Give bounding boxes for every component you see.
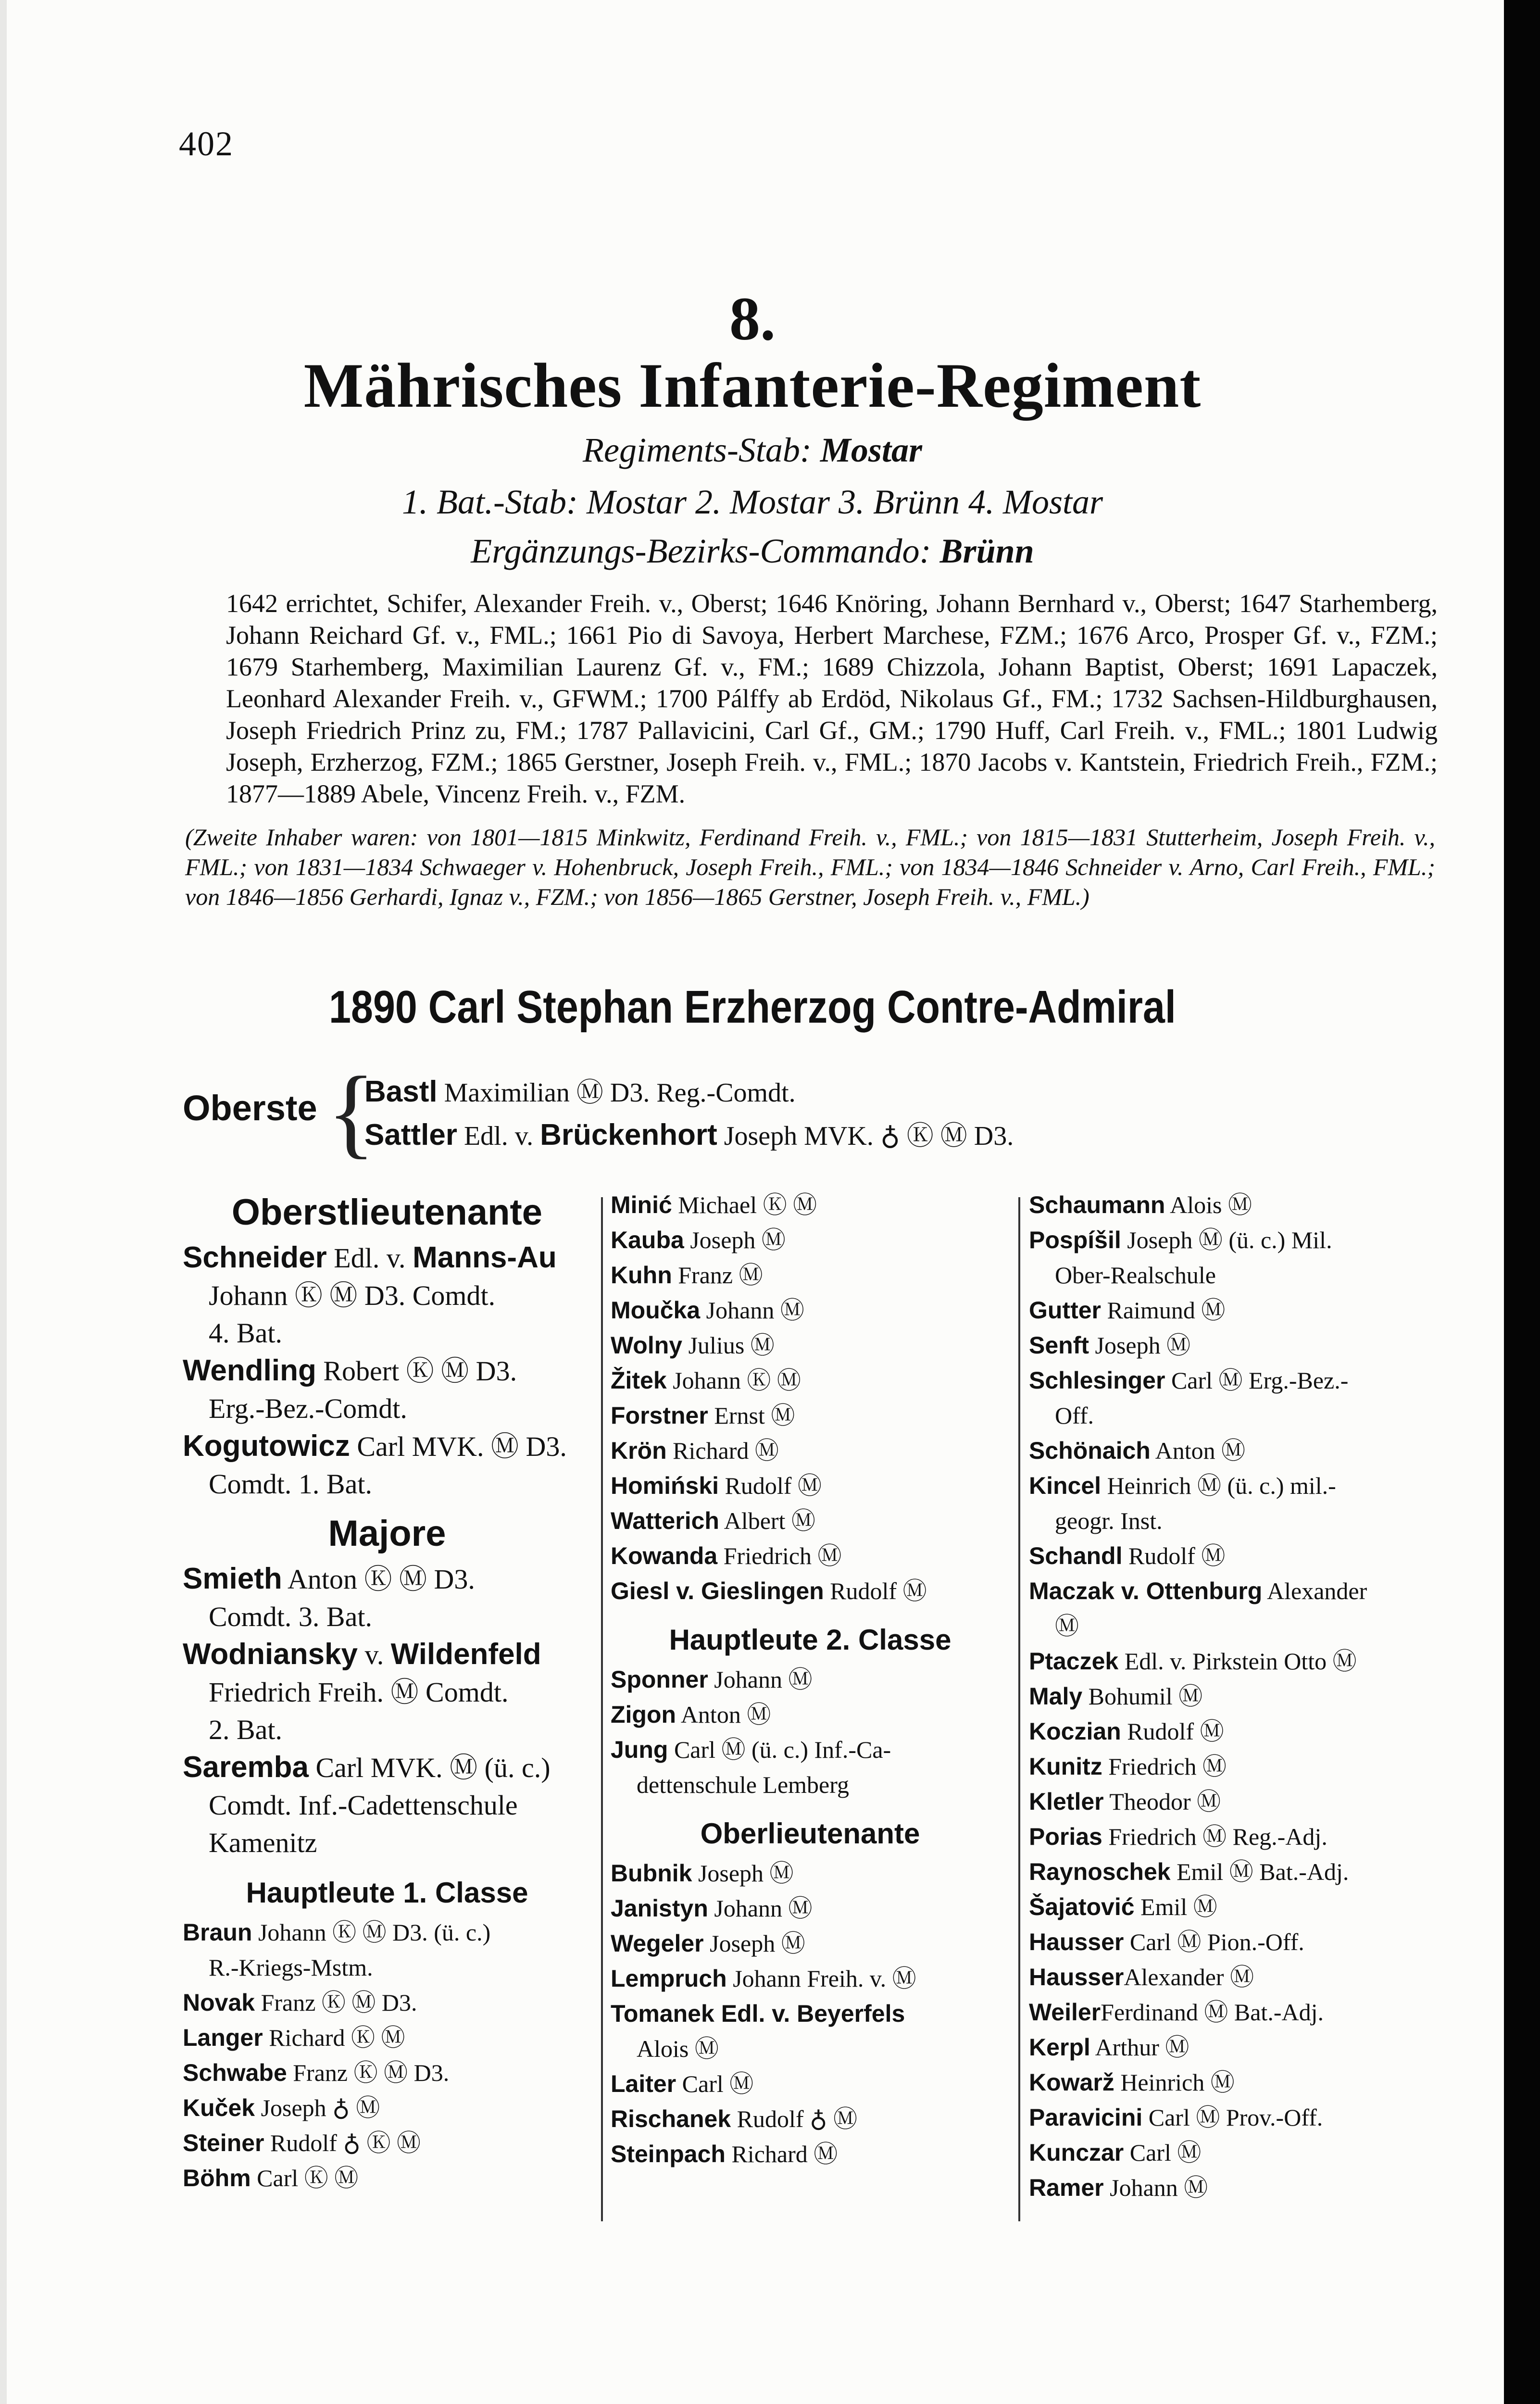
entry-rest: Maximilian Ⓜ D3. Reg.-Comdt.	[444, 1078, 796, 1108]
list-item	[183, 1787, 591, 1824]
list-item	[1029, 1468, 1481, 1503]
list-item	[1029, 2170, 1481, 2205]
entry-rest: R.-Kriegs-Mstm.	[209, 1954, 373, 1981]
list-oberstlieutenante	[183, 1239, 591, 1503]
entry-rest: Friedrich Ⓜ	[1108, 1753, 1227, 1780]
list-item	[183, 1824, 591, 1862]
second-owners: (Zweite Inhaber waren: von 1801—1815 Minkwitz, Ferdinand Freih. v., FML.; von 1815—1831 Stutterheim, Joseph Freih. v., FML.; von 1831—1834 Schwaeger v. Hohenbruck, Joseph Freih., FML.; von 1834—1846 Schneider v. Arno, Carl Freih., FML.; von 1846—1856 Gerhardi, Ignaz v., FZM.; von 1856—1865 Gerstner, Joseph Freih. v., FML.)	[185, 824, 1435, 910]
list-item	[183, 2091, 591, 2126]
list-item	[1029, 1574, 1481, 1609]
regiment-inhaber: 1890 Carl Stephan Erzherzog Contre-Admiral	[329, 981, 1176, 1033]
entry-rest: Franz Ⓚ Ⓜ D3.	[293, 2059, 450, 2086]
list-item	[183, 1315, 591, 1352]
entry-name: Wendling	[183, 1354, 316, 1387]
list-item	[611, 1293, 1010, 1328]
list-item	[611, 1856, 1010, 1891]
entry-name: Laiter	[611, 2070, 676, 2097]
list-item	[1029, 1609, 1481, 1644]
entry-name-2: Brückenhort	[540, 1118, 717, 1152]
entry-rest: Friedrich Ⓜ Reg.-Adj.	[1108, 1823, 1327, 1850]
list-item	[611, 1891, 1010, 1926]
entry-rest: Carl Ⓜ	[682, 2070, 754, 2097]
entry-name: Wegeler	[611, 1930, 704, 1957]
oberst-bastl	[364, 1071, 796, 1110]
column-2	[611, 1188, 1010, 2172]
entry-rest: Ⓜ	[1055, 1613, 1079, 1640]
list-item	[611, 1188, 1010, 1223]
entry-rest: Edl. v. Pirkstein Otto Ⓜ	[1124, 1648, 1357, 1675]
list-item	[1029, 1539, 1481, 1574]
list-item	[611, 1961, 1010, 1996]
entry-name: Braun	[183, 1919, 252, 1946]
entry-name: Žitek	[611, 1367, 667, 1394]
entry-name: Schlesinger	[1029, 1367, 1165, 1394]
list-item	[611, 1223, 1010, 1258]
entry-name: Bastl	[364, 1075, 438, 1108]
entry-name: Maczak v. Ottenburg	[1029, 1578, 1263, 1604]
entry-rest: Alois Ⓜ	[1170, 1191, 1252, 1218]
entry-rest: Rudolf ♁ Ⓚ Ⓜ	[270, 2129, 421, 2156]
entry-rest: Alexander	[1267, 1578, 1367, 1604]
list-item	[611, 1433, 1010, 1468]
list-item	[183, 2126, 591, 2161]
list-item	[1029, 1819, 1481, 1854]
entry-rest: v.	[364, 1639, 384, 1670]
list-item	[183, 1560, 591, 1598]
list-item	[183, 1915, 591, 1950]
list-item	[611, 1398, 1010, 1433]
entry-name: Kunitz	[1029, 1753, 1102, 1780]
entry-rest: Johann Freih. v. Ⓜ	[733, 1965, 916, 1992]
entry-rest: Kamenitz	[209, 1827, 317, 1858]
entry-name: Kletler	[1029, 1788, 1104, 1815]
regiment-history: 1642 errichtet, Schifer, Alexander Freih. v., Oberst; 1646 Knöring, Johann Bernhard v., Oberst; 1647 Starhemberg, Johann Reichard Gf. v., FML.; 1661 Pio di Savoya, Herbert Marchese, FZM.; 1676 Arco, Prosper Gf. v., FZM.; 1679 Starhemberg, Maximilian Laurenz Gf. v., FM.; 1689 Chizzola, Johann Baptist, Oberst; 1691 Lapaczek, Leonhard Alexander Freih. v., GFWM.; 1700 Pálffy ab Erdöd, Nikolaus Gf., FM.; 1732 Sachsen-Hildburghausen, Joseph Friedrich Prinz zu, FM.; 1787 Pallavicini, Carl Gf., GM.; 1790 Huff, Carl Freih. v., FML.; 1801 Ludwig Joseph, Erzherzog, FZM.; 1865 Gerstner, Joseph Freih. v., FML.; 1870 Jacobs v. Kantstein, Friedrich Freih., FZM.; 1877—1889 Abele, Vincenz Freih. v., FZM.	[226, 589, 1438, 808]
regiment-title: Mährisches Infanterie-Regiment	[303, 350, 1202, 421]
entry-name: Kowanda	[611, 1542, 718, 1569]
list-item	[1029, 1925, 1481, 1960]
list-item	[611, 2102, 1010, 2137]
entry-name: Kauba	[611, 1227, 684, 1253]
entry-rest: Joseph Ⓜ (ü. c.) Mil.	[1127, 1227, 1332, 1253]
column-divider	[601, 1197, 603, 2221]
heading-oberstlieutenante: Oberstlieutenante	[231, 1192, 543, 1233]
list-item	[611, 2031, 1010, 2066]
list-item	[183, 2020, 591, 2055]
entry-rest: Heinrich Ⓜ (ü. c.) mil.-	[1107, 1472, 1336, 1499]
list-majore	[183, 1560, 591, 1862]
entry-rest: Theodor Ⓜ	[1109, 1788, 1221, 1815]
entry-name: Paravicini	[1029, 2104, 1143, 2131]
list-item	[611, 1767, 1010, 1803]
entry-rest: Rudolf Ⓜ	[830, 1578, 927, 1604]
list-item	[183, 2055, 591, 2091]
stab-place: Mostar	[820, 431, 922, 469]
list-item	[611, 1328, 1010, 1363]
list-item	[1029, 1995, 1481, 2030]
list-item	[611, 1574, 1010, 1609]
entry-rest: 2. Bat.	[209, 1714, 283, 1745]
brace-icon: {	[327, 1056, 376, 1168]
entry-rest: Johann Ⓚ Ⓜ D3. Comdt.	[209, 1280, 496, 1311]
entry-rest: Joseph Ⓜ	[710, 1930, 805, 1957]
list-item	[1029, 1960, 1481, 1995]
entry-name: Kunczar	[1029, 2139, 1124, 2166]
entry-rest: Heinrich Ⓜ	[1120, 2069, 1235, 2096]
entry-name: Schönaich	[1029, 1437, 1151, 1464]
list-item	[1029, 1223, 1481, 1258]
entry-rest: Johann Ⓜ	[706, 1297, 804, 1324]
entry-rest: Joseph ♁ Ⓜ	[261, 2094, 380, 2121]
column-divider	[1018, 1197, 1020, 2221]
list-item	[1029, 1503, 1481, 1539]
entry-name: Schwabe	[183, 2059, 287, 2086]
entry-name: Gutter	[1029, 1297, 1101, 1324]
page-number: 402	[179, 125, 234, 163]
entry-rest: Joseph Ⓜ	[690, 1227, 786, 1253]
list-item	[1029, 1679, 1481, 1714]
list-item	[611, 1732, 1010, 1767]
entry-name: Bubnik	[611, 1860, 692, 1887]
list-hauptleute-2	[611, 1662, 1010, 1803]
list-item	[183, 1636, 591, 1674]
entry-rest: Carl Ⓜ Prov.-Off.	[1148, 2104, 1323, 2131]
entry-rest: Ernst Ⓜ	[714, 1402, 795, 1429]
entry-rest: Erg.-Bez.-Comdt.	[209, 1393, 407, 1424]
list-item	[1029, 1714, 1481, 1749]
entry-rest: Ferdinand Ⓜ Bat.-Adj.	[1101, 1999, 1324, 2026]
entry-name: Jung	[611, 1736, 668, 1763]
list-item	[183, 1390, 591, 1427]
entry-rest: Friedrich Ⓜ	[723, 1542, 842, 1569]
entry-rest: Edl. v.	[334, 1242, 406, 1274]
entry-rest: Johann Ⓚ Ⓜ	[673, 1367, 801, 1394]
list-item	[611, 1363, 1010, 1398]
oberste-label: Oberste	[183, 1088, 317, 1128]
entry-rest: Emil Ⓜ Bat.-Adj.	[1177, 1858, 1349, 1885]
entry-rest: Johann Ⓜ	[1110, 2174, 1208, 2201]
list-oberlieutenante-continued	[1029, 1188, 1481, 2205]
entry-name: Janistyn	[611, 1895, 708, 1922]
entry-rest: Carl Ⓚ Ⓜ	[257, 2165, 359, 2191]
regiments-stab-line	[0, 430, 1505, 470]
entry-name: Koczian	[1029, 1718, 1121, 1745]
entry-name: Raynoschek	[1029, 1858, 1171, 1885]
entry-name: Böhm	[183, 2165, 251, 2191]
scan-border-right	[1504, 0, 1540, 2404]
entry-name: Schandl	[1029, 1542, 1123, 1569]
entry-name: Saremba	[183, 1751, 309, 1784]
heading-majore: Majore	[328, 1513, 446, 1554]
list-item	[183, 1711, 591, 1749]
entry-name: Zigon	[611, 1701, 676, 1728]
entry-rest: Off.	[1055, 1402, 1094, 1429]
list-item	[183, 1352, 591, 1390]
list-item	[183, 1749, 591, 1787]
entry-name: Smieth	[183, 1562, 282, 1595]
entry-name: Šajatović	[1029, 1893, 1135, 1920]
entry-name: Kowarž	[1029, 2069, 1114, 2096]
heading-hauptleute-2: Hauptleute 2. Classe	[669, 1624, 952, 1656]
entry-name: Steiner	[183, 2129, 264, 2156]
list-item	[1029, 1363, 1481, 1398]
entry-rest: Rudolf ♁ Ⓜ	[737, 2105, 858, 2132]
entry-name: Pospíšil	[1029, 1227, 1121, 1253]
entry-rest: Richard Ⓚ Ⓜ	[269, 2024, 405, 2051]
entry-rest: Michael Ⓚ Ⓜ	[678, 1191, 817, 1218]
list-item	[183, 1674, 591, 1711]
entry-name: Porias	[1029, 1823, 1102, 1850]
list-item	[183, 1277, 591, 1315]
entry-name-2: Wildenfeld	[390, 1638, 541, 1671]
entry-rest: geogr. Inst.	[1055, 1507, 1163, 1534]
entry-rest: Anton Ⓚ Ⓜ D3.	[288, 1564, 475, 1595]
entry-rest: 4. Bat.	[209, 1317, 283, 1349]
entry-name: Ramer	[1029, 2174, 1104, 2201]
entry-rest: Carl Ⓜ Erg.-Bez.-	[1171, 1367, 1349, 1394]
entry-rest: Comdt. 3. Bat.	[209, 1601, 372, 1632]
erg-place: Brünn	[939, 532, 1034, 570]
entry-name: Forstner	[611, 1402, 708, 1429]
entry-rest: Joseph Ⓜ	[698, 1860, 794, 1887]
stab-label: Regiments-Stab:	[583, 431, 812, 469]
list-item	[183, 1985, 591, 2020]
list-item	[1029, 1293, 1481, 1328]
list-item	[1029, 2065, 1481, 2100]
entry-rest: Carl MVK. Ⓜ D3.	[357, 1431, 567, 1462]
entry-name: Novak	[183, 1989, 255, 2016]
list-item	[611, 1662, 1010, 1697]
list-item	[611, 1697, 1010, 1732]
entry-name: Sattler	[364, 1118, 457, 1152]
list-item	[183, 1465, 591, 1503]
list-item	[1029, 2135, 1481, 2170]
entry-rest: Joseph MVK. ♁ Ⓚ Ⓜ D3.	[724, 1121, 1014, 1151]
list-item	[1029, 1328, 1481, 1363]
entry-rest: Raimund Ⓜ	[1107, 1297, 1226, 1324]
list-item	[1029, 2030, 1481, 2065]
entry-rest: dettenschule Lemberg	[637, 1771, 849, 1798]
entry-rest: Rudolf Ⓜ	[1128, 1542, 1226, 1569]
list-item	[1029, 2100, 1481, 2135]
heading-oberlieutenante: Oberlieutenante	[700, 1817, 920, 1850]
entry-name: Homiński	[611, 1472, 719, 1499]
list-item	[611, 1926, 1010, 1961]
entry-name: Weiler	[1029, 1999, 1101, 2026]
entry-rest: Bohumil Ⓜ	[1088, 1683, 1203, 1710]
entry-name: Tomanek Edl. v. Beyerfels	[611, 2000, 905, 2027]
ergaenzung-line	[0, 531, 1505, 571]
entry-rest: Richard Ⓜ	[731, 2141, 838, 2167]
entry-name: Ptaczek	[1029, 1648, 1119, 1675]
entry-rest: Arthur Ⓜ	[1095, 2034, 1189, 2061]
entry-rest: Rudolf Ⓜ	[725, 1472, 822, 1499]
entry-name: Minić	[611, 1191, 672, 1218]
entry-rest: Johann Ⓜ	[714, 1666, 813, 1693]
list-item	[611, 1539, 1010, 1574]
entry-rest: Alois Ⓜ	[637, 2035, 719, 2062]
list-item	[1029, 1784, 1481, 1819]
entry-name: Kerpl	[1029, 2034, 1090, 2061]
entry-name: Langer	[183, 2024, 263, 2051]
list-item	[183, 1950, 591, 1985]
entry-name: Kogutowicz	[183, 1429, 350, 1463]
entry-rest: Anton Ⓜ	[680, 1701, 771, 1728]
entry-rest: Richard Ⓜ	[673, 1437, 779, 1464]
entry-rest: Carl MVK. Ⓜ (ü. c.)	[315, 1752, 551, 1783]
entry-name: Giesl v. Gieslingen	[611, 1578, 824, 1604]
entry-name: Kuhn	[611, 1262, 672, 1289]
list-item	[1029, 1854, 1481, 1890]
regiment-number: 8.	[729, 285, 776, 353]
list-item	[611, 1996, 1010, 2031]
entry-name: Schaumann	[1029, 1191, 1165, 1218]
list-item	[1029, 1749, 1481, 1784]
entry-rest: Comdt. 1. Bat.	[209, 1468, 372, 1500]
entry-rest: Alexander Ⓜ	[1124, 1964, 1254, 1991]
list-item	[1029, 1890, 1481, 1925]
entry-rest: Carl Ⓜ Pion.-Off.	[1129, 1928, 1304, 1955]
entry-name: Maly	[1029, 1683, 1083, 1710]
oberst-sattler	[364, 1114, 1014, 1153]
entry-rest: Joseph Ⓜ	[1095, 1332, 1191, 1359]
entry-rest: Julius Ⓜ	[688, 1332, 775, 1359]
list-item	[183, 1598, 591, 1636]
entry-rest: Carl Ⓜ (ü. c.) Inf.-Ca-	[674, 1736, 891, 1763]
entry-name: Schneider	[183, 1241, 327, 1274]
list-item	[1029, 1433, 1481, 1468]
entry-rest: Franz Ⓚ Ⓜ D3.	[261, 1989, 417, 2016]
list-item	[1029, 1258, 1481, 1293]
entry-name: Wodniansky	[183, 1638, 358, 1671]
entry-name: Krön	[611, 1437, 667, 1464]
entry-rest: Emil Ⓜ	[1140, 1893, 1217, 1920]
entry-name: Hausser	[1029, 1964, 1124, 1991]
list-item	[611, 1468, 1010, 1503]
column-3	[1029, 1188, 1481, 2205]
list-item	[1029, 1644, 1481, 1679]
entry-name: Hausser	[1029, 1928, 1124, 1955]
heading-hauptleute-1: Hauptleute 1. Classe	[246, 1877, 528, 1909]
entry-name: Watterich	[611, 1507, 719, 1534]
entry-name: Moučka	[611, 1297, 701, 1324]
list-item	[183, 1239, 591, 1277]
list-item	[611, 1258, 1010, 1293]
entry-rest: Carl Ⓜ	[1129, 2139, 1202, 2166]
list-item	[183, 1427, 591, 1465]
entry-rest: Comdt. Inf.-Cadettenschule	[209, 1790, 518, 1821]
list-item	[611, 1503, 1010, 1539]
entry-rest: Rudolf Ⓜ	[1127, 1718, 1224, 1745]
entry-name: Lempruch	[611, 1965, 727, 1992]
list-item	[611, 2066, 1010, 2102]
entry-name: Sponner	[611, 1666, 708, 1693]
entry-rest: Albert Ⓜ	[724, 1507, 815, 1534]
entry-rest: Robert Ⓚ Ⓜ D3.	[323, 1355, 517, 1387]
list-item	[1029, 1398, 1481, 1433]
list-item	[183, 2161, 591, 2196]
entry-rest: Johann Ⓜ	[714, 1895, 813, 1922]
entry-rest: Johann Ⓚ Ⓜ D3. (ü. c.)	[258, 1919, 491, 1946]
column-1	[183, 1188, 591, 2196]
entry-name: Rischanek	[611, 2105, 731, 2132]
erg-label: Ergänzungs-Bezirks-Commando:	[471, 532, 931, 570]
list-oberlieutenante	[611, 1856, 1010, 2172]
entry-name: Senft	[1029, 1332, 1089, 1359]
entry-name-2: Manns-Au	[413, 1241, 557, 1274]
list-item	[1029, 1188, 1481, 1223]
entry-name: Wolny	[611, 1332, 683, 1359]
entry-rest: Franz Ⓜ	[678, 1262, 763, 1289]
entry-name: Steinpach	[611, 2141, 726, 2167]
list-hauptleute-2-continued	[611, 1188, 1010, 1609]
entry-rest: Anton Ⓜ	[1155, 1437, 1246, 1464]
entry-rest: Friedrich Freih. Ⓜ Comdt.	[209, 1677, 509, 1708]
entry-name: Kuček	[183, 2094, 255, 2121]
bataillone-line: 1. Bat.-Stab: Mostar 2. Mostar 3. Brünn 4. Mostar	[402, 483, 1103, 521]
entry-name: Kincel	[1029, 1472, 1102, 1499]
list-item	[611, 2137, 1010, 2172]
list-hauptleute-1	[183, 1915, 591, 2196]
entry-mid: Edl. v.	[463, 1121, 534, 1151]
entry-rest: Ober-Realschule	[1055, 1262, 1216, 1289]
